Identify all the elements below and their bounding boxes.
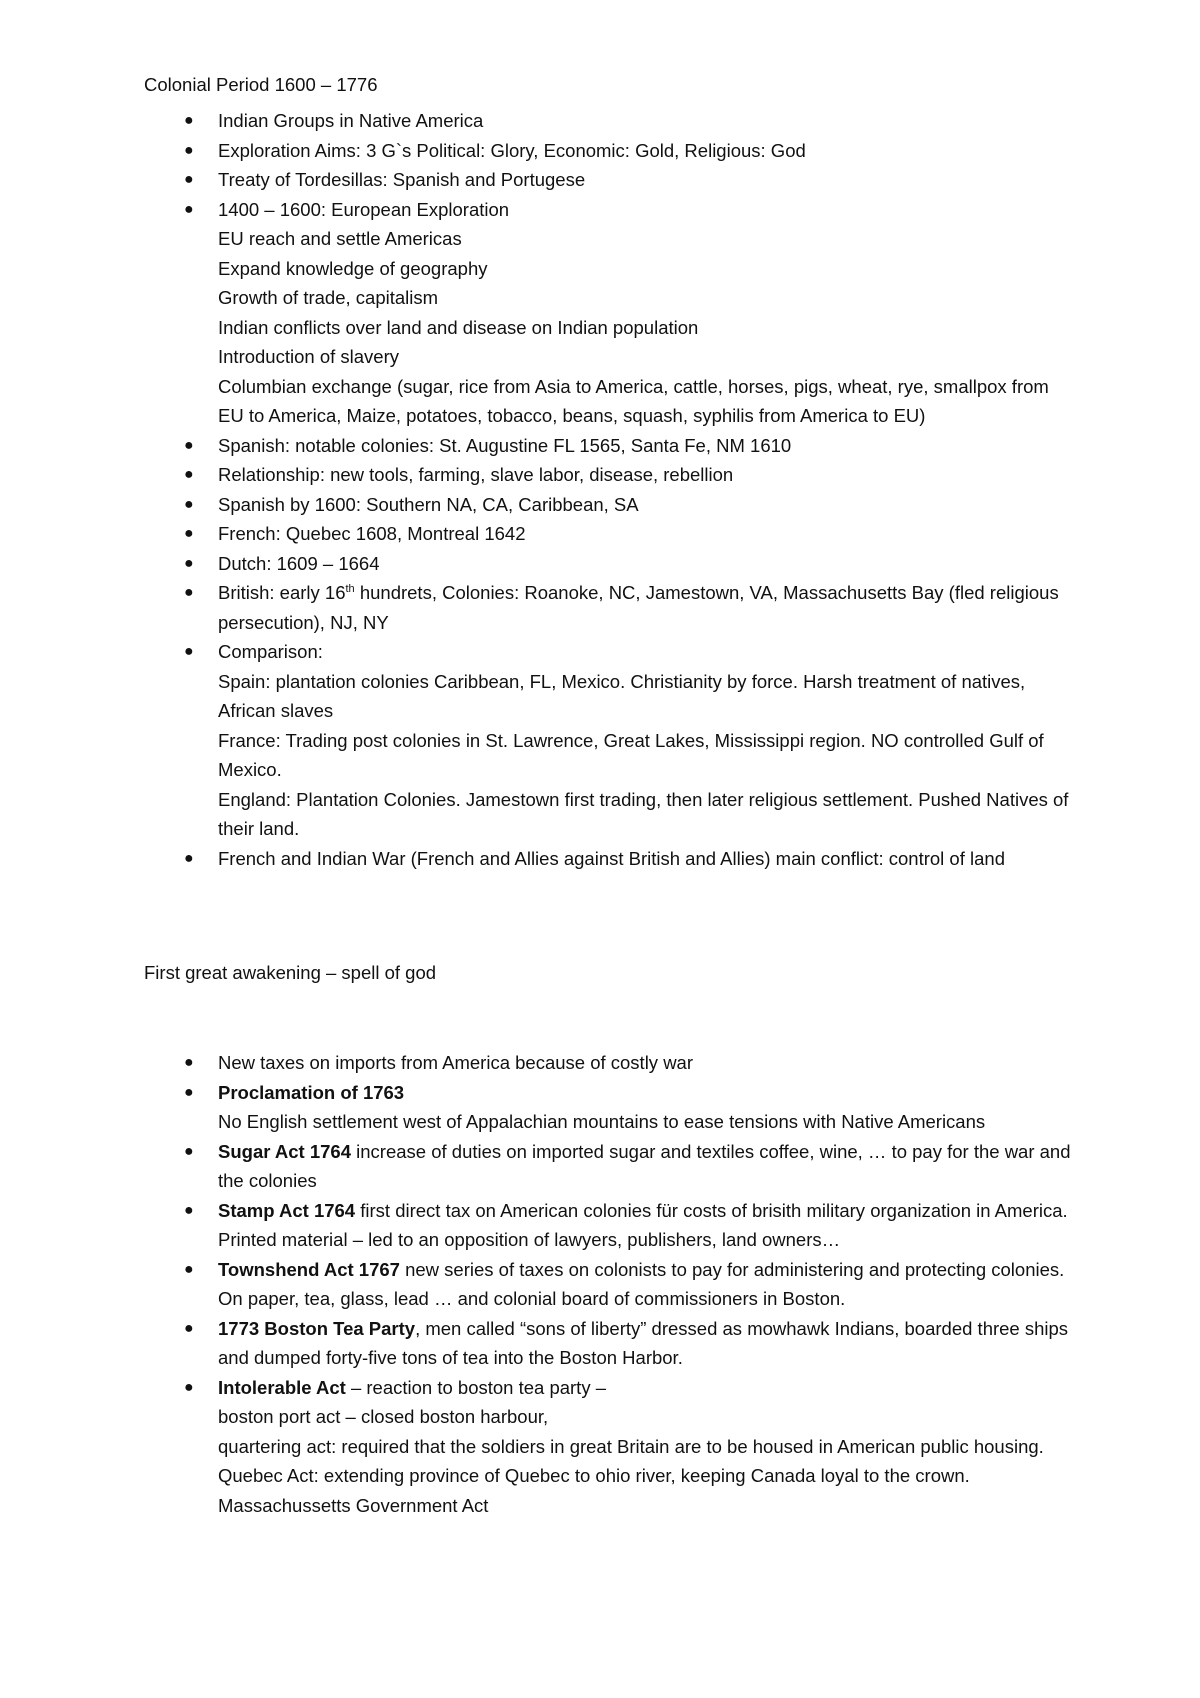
bullet-icon: ● [184, 1083, 194, 1101]
bullet-icon: ● [184, 495, 194, 513]
bullet-icon: ● [184, 171, 194, 188]
list-item: ● Proclamation of 1763 No English settlement west of Appalachian mountains to ease tensions with Native Americans [144, 1078, 1074, 1137]
list-item: ● Stamp Act 1764 first direct tax on American colonies für costs of brisith military organization in America. Printed material – led to an opposition of lawyers, publishers, land owners… [144, 1196, 1074, 1255]
bullet-icon: ● [184, 200, 194, 218]
bullet-icon: ● [184, 1319, 194, 1337]
list-item: ● Comparison: Spain: plantation colonies Caribbean, FL, Mexico. Christianity by force. Harsh treatment of natives, African slaves France: Trading post colonies in St. Lawrence, Great Lakes, Mississippi region. NO controlled Gulf of Mexico. England: Plantation Colonies. Jamestown first trading, then later religious settlement. Pushed Natives of their land. [144, 637, 1074, 844]
bullet-icon: ● [184, 1142, 194, 1160]
colonial-period-list [144, 106, 1074, 873]
list-item: ● French and Indian War (French and Allies against British and Allies) main conflict: control of land [144, 844, 1074, 874]
list-item: ● British: early 16th hundrets, Colonies: Roanoke, NC, Jamestown, VA, Massachusetts Bay (fled religious persecution), NJ, NY [144, 578, 1074, 637]
bullet-icon: ● [184, 112, 194, 129]
list-item: ● 1773 Boston Tea Party, men called “sons of liberty” dressed as mowhawk Indians, boarded three ships and dumped forty-five tons of tea into the Boston Harbor. [144, 1314, 1074, 1373]
list-item: ● Townshend Act 1767 new series of taxes on colonists to pay for administering and protecting colonies. On paper, tea, glass, lead … and colonial board of commissioners in Boston. [144, 1255, 1074, 1314]
section-title-great-awakening: First great awakening – spell of god [144, 962, 437, 983]
bullet-icon: ● [184, 1054, 194, 1071]
bullet-icon: ● [184, 1201, 194, 1219]
bullet-icon: ● [184, 849, 194, 867]
list-item: ● Dutch: 1609 – 1664 [144, 549, 1074, 579]
list-item: ● Sugar Act 1764 increase of duties on imported sugar and textiles coffee, wine, … to pay for the war and the colonies [144, 1137, 1074, 1196]
section-title-colonial-period: Colonial Period 1600 – 1776 [144, 74, 378, 95]
list-item: ● Spanish: notable colonies: St. Augustine FL 1565, Santa Fe, NM 1610 [144, 431, 1074, 461]
list-item: ● Indian Groups in Native America [144, 106, 1074, 136]
bullet-icon: ● [184, 525, 194, 542]
list-item: ● Intolerable Act – reaction to boston tea party – boston port act – closed boston harbour, quartering act: required that the soldiers in great Britain are to be housed in American public housing. Quebec Act: extending province of Quebec to ohio river, keeping Canada loyal to the crown. Massachussetts Government Act [144, 1373, 1074, 1521]
bullet-icon: ● [184, 584, 194, 601]
list-item: ● French: Quebec 1608, Montreal 1642 [144, 519, 1074, 549]
bullet-icon: ● [184, 554, 194, 572]
list-item: ● Exploration Aims: 3 G`s Political: Glory, Economic: Gold, Religious: God [144, 136, 1074, 166]
bullet-icon: ● [184, 1260, 194, 1278]
list-item: ● New taxes on imports from America because of costly war [144, 1048, 1074, 1078]
list-item: ● Treaty of Tordesillas: Spanish and Portugese [144, 165, 1074, 195]
list-item: ● 1400 – 1600: European Exploration EU reach and settle Americas Expand knowledge of geography Growth of trade, capitalism Indian conflicts over land and disease on Indian population Introduction of slavery Columbian exchange (sugar, rice from Asia to America, cattle, horses, pigs, wheat, rye, smallpox from EU to America, Maize, potatoes, tobacco, beans, squash, syphilis from America to EU) [144, 195, 1074, 431]
bullet-icon: ● [184, 141, 194, 159]
bullet-icon: ● [184, 436, 194, 454]
bullet-icon: ● [184, 1378, 194, 1396]
bullet-icon: ● [184, 466, 194, 483]
list-item: ● Relationship: new tools, farming, slave labor, disease, rebellion [144, 460, 1074, 490]
list-item: ● Spanish by 1600: Southern NA, CA, Caribbean, SA [144, 490, 1074, 520]
bullet-icon: ● [184, 643, 194, 660]
great-awakening-list [144, 1048, 1074, 1520]
